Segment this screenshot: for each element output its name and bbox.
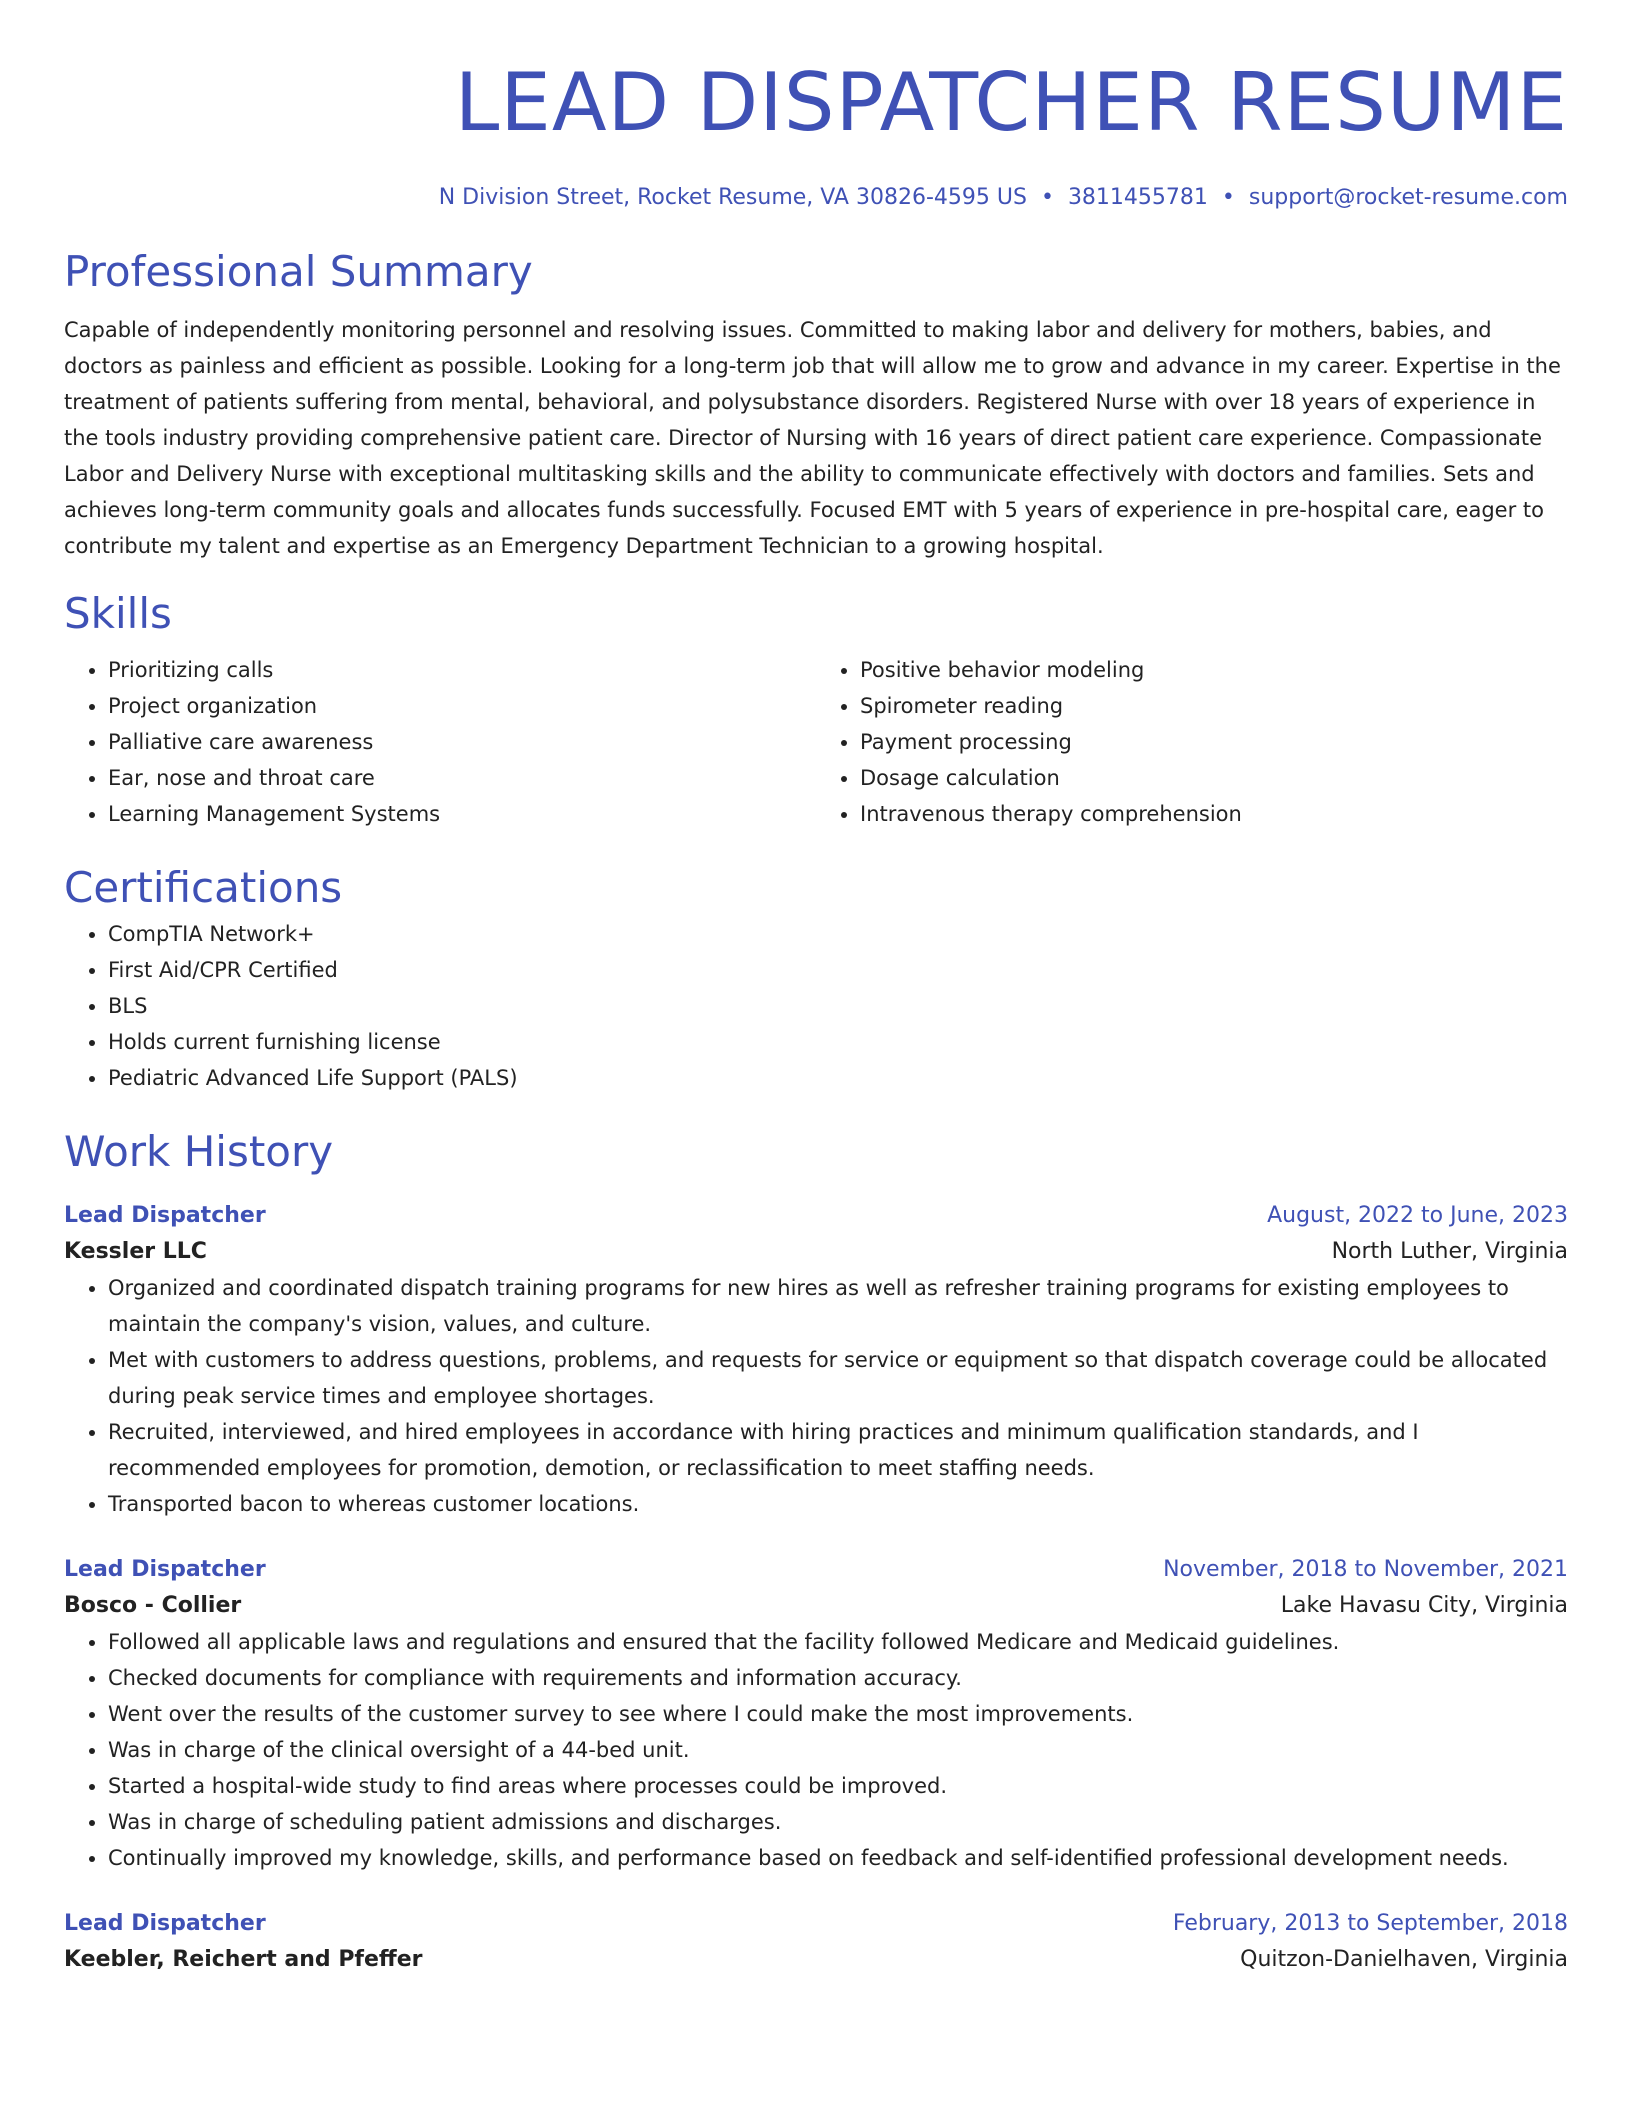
skill-item: • Intravenous therapy comprehension [860,796,1568,832]
skills-columns [64,652,1568,832]
job-bullet: • Checked documents for compliance with requirements and information accuracy. [108,1660,1568,1696]
skill-item: • Palliative care awareness [108,724,816,760]
skill-item: • Prioritizing calls [108,652,816,688]
job-entry [64,1198,1568,1522]
certifications-list [64,916,1568,1096]
job-dates: November, 2018 to November, 2021 [1163,1557,1568,1582]
skill-item: • Ear, nose and throat care [108,760,816,796]
certifications-section [64,860,1568,1096]
contact-address: N Division Street, Rocket Resume, VA 30826-4595 US [438,185,1027,210]
job-bullet: • Started a hospital-wide study to find areas where processes could be improved. [108,1768,1568,1804]
certifications-heading: Certifications [64,863,343,912]
certification-item: • CompTIA Network+ [108,916,1568,952]
job-bullet-list [64,1270,1568,1522]
skills-heading: Skills [64,589,172,638]
job-title: Lead Dispatcher [64,1203,266,1228]
summary-text: Capable of independently monitoring personnel and resolving issues. Committed to making labor and delivery for mothers, babies, and doctors as painless and efficient as possible. Looking for a long-term job that will allow me to grow and advance in my career. Expertise in the treatment of patients suffering from mental, behavioral, and polysubstance disorders. Registered Nurse with over 18 years of experience in the tools industry providing comprehensive patient care. Director of Nursing with 16 years of direct patient care experience. Compassionate Labor and Delivery Nurse with exceptional multitasking skills and the ability to communicate effectively with doctors and families. Sets and achieves long-term community goals and allocates funds successfully. Focused EMT with 5 years of experience in pre-hospital care, eager to contribute my talent and expertise as an Emergency Department Technician to a growing hospital. [64,318,1561,558]
job-title-row [64,1552,1568,1588]
certification-item: • Pediatric Advanced Life Support (PALS) [108,1060,1568,1096]
job-bullet: • Continually improved my knowledge, skills, and performance based on feedback and self-identified professional development needs. [108,1840,1568,1876]
skills-section [64,586,1568,832]
job-bullet: • Met with customers to address questions, problems, and requests for service or equipment so that dispatch coverage could be allocated during peak service times and employee shortages. [108,1342,1568,1414]
skill-item: • Project organization [108,688,816,724]
job-location: Quitzon-Danielhaven, Virginia [1240,1947,1568,1972]
job-company: Keebler, Reichert and Pfeffer [64,1947,423,1972]
skill-item: • Learning Management Systems [108,796,816,832]
job-bullet-list [64,1624,1568,1876]
job-location: Lake Havasu City, Virginia [1280,1593,1568,1618]
work-history-section [64,1124,1568,1978]
job-company: Kessler LLC [64,1239,207,1264]
job-bullet: • Was in charge of scheduling patient admissions and discharges. [108,1804,1568,1840]
job-bullet: • Was in charge of the clinical oversight of a 44-bed unit. [108,1732,1568,1768]
job-bullet: • Organized and coordinated dispatch training programs for new hires as well as refresher training programs for existing employees to maintain the company's vision, values, and culture. [108,1270,1568,1342]
skills-list-right [816,652,1568,832]
job-location: North Luther, Virginia [1331,1239,1568,1264]
job-entry [64,1552,1568,1876]
contact-email: support@rocket-resume.com [1248,185,1568,210]
job-title: Lead Dispatcher [64,1911,266,1936]
job-bullet: • Went over the results of the customer survey to see where I could make the most improvements. [108,1696,1568,1732]
resume-header [64,48,1568,214]
summary-heading: Professional Summary [64,247,533,296]
job-title: Lead Dispatcher [64,1557,266,1582]
job-bullet: • Followed all applicable laws and regulations and ensured that the facility followed Medicare and Medicaid guidelines. [108,1624,1568,1660]
document-title: LEAD DISPATCHER RESUME [454,56,1568,149]
summary-section [64,244,1568,564]
job-bullet: • Recruited, interviewed, and hired employees in accordance with hiring practices and minimum qualification standards, and I recommended employees for promotion, demotion, or reclassification to meet staffing needs. [108,1414,1568,1486]
skill-item: • Dosage calculation [860,760,1568,796]
certification-item: • Holds current furnishing license [108,1024,1568,1060]
job-company-row [64,1588,1568,1624]
job-title-row [64,1198,1568,1234]
job-dates: August, 2022 to June, 2023 [1267,1203,1568,1228]
contact-phone: 3811455781 [1067,185,1208,210]
job-dates: February, 2013 to September, 2018 [1172,1911,1568,1936]
job-company-row [64,1942,1568,1978]
certification-item: • First Aid/CPR Certified [108,952,1568,988]
work-history-heading: Work History [64,1127,334,1176]
job-company: Bosco - Collier [64,1593,242,1618]
skill-item: • Positive behavior modeling [860,652,1568,688]
job-company-row [64,1234,1568,1270]
skills-list-left [64,652,816,832]
job-bullet: • Transported bacon to whereas customer locations. [108,1486,1568,1522]
contact-separator: • [1040,185,1054,210]
certification-item: • BLS [108,988,1568,1024]
job-title-row [64,1906,1568,1942]
skill-item: • Spirometer reading [860,688,1568,724]
skill-item: • Payment processing [860,724,1568,760]
job-entry [64,1906,1568,1978]
contact-line [64,182,1568,214]
contact-separator: • [1221,185,1235,210]
